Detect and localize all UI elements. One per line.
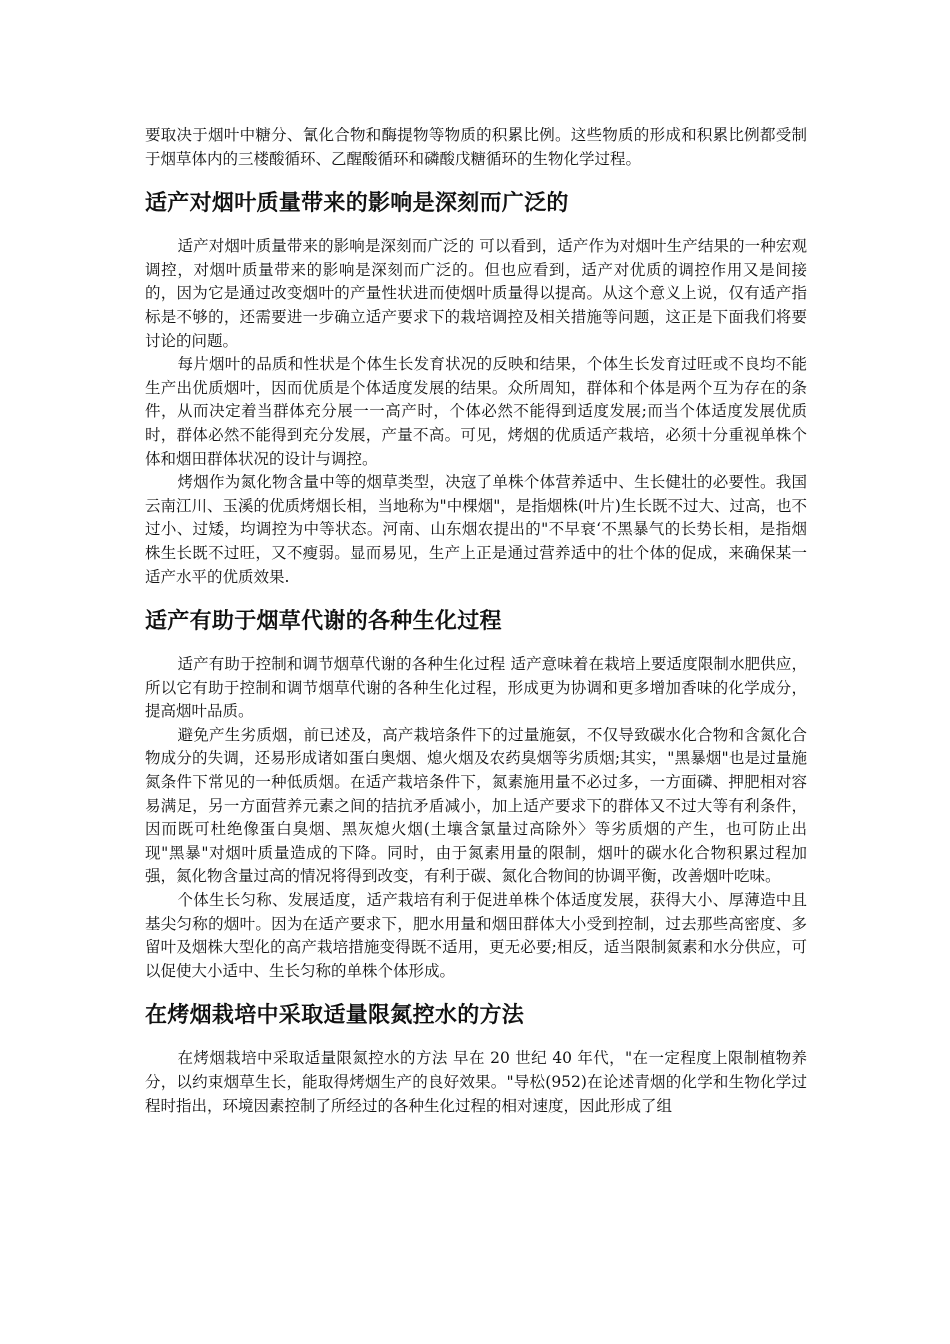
section-1-paragraph-3: 烤烟作为氮化物含量中等的烟草类型，决寇了单株个体营养适中、生长健壮的必要性。我国云南江川、玉溪的优质烤烟长相，当地称为"中棵烟"，是指烟株(叶片)生长既不过大、过高，也不过小、过矮，均调控为中等状态。河南、山东烟农提出的"不早衰‘不黑暴气的长势长相，是指烟株生长既不过旺，又不瘦弱。显而易见，生产上正是通过营养适中的壮个体的促成，来确保某一适产水平的优质效果. [145,473,807,586]
section-1-paragraph-1: 适产对烟叶质量带来的影响是深刻而广泛的 可以看到，适产作为对烟叶生产结果的一种宏观调控，对烟叶质量带来的影响是深刻而广泛的。但也应看到，适产对优质的调控作用又是间接的，因为它是通过改变烟叶的产量性状进而使烟叶质量得以提高。从这个意义上说，仅有适产指标是不够的，还需要进一步确立适产要求下的栽培调控及相关措施等问题，这正是下面我们将要讨论的问题。 [145,237,807,350]
section-title-3: 在烤烟栽培中采取适量限氮控水的方法 [145,1003,525,1029]
spacer [145,589,807,607]
intro-paragraph: 要取决于烟叶中糖分、氰化合物和酶提物等物质的积累比例。这些物质的形成和积累比例都受制于烟草体内的三楼酸循环、乙醒酸循环和磷酸戊糖循环的生物化学过程。 [145,126,807,168]
section-2-paragraph-1: 适产有助于控制和调节烟草代谢的各种生化过程 适产意味着在栽培上要适度限制水肥供应，所以它有助于控制和调节烟草代谢的各种生化过程，形成更为协调和更多增加香味的化学成分，提高烟叶品质。 [145,655,807,721]
spacer [145,1031,807,1047]
section-2-paragraph-3: 个体生长匀称、发展适度，适产栽培有利于促进单株个体适度发展，获得大小、厚薄造中且基尖匀称的烟叶。因为在适产要求下，肥水用量和烟田群体大小受到控制，过去那些高密度、多留叶及烟株大型化的高产栽培措施变得既不适用，更无必要;相反，适当限制氮素和水分供应，可以促使大小适中、生长匀称的单株个体形成。 [145,891,807,980]
section-3-paragraph-1: 在烤烟栽培中采取适量限氮控水的方法 早在 20 世纪 40 年代，"在一定程度上限制植物养分，以约束烟草生长，能取得烤烟生产的良好效果。"导松(952)在论述青烟的化学和生物化学过程时指出，环境因素控制了所经过的各种生化过程的相对速度，因此形成了组 [145,1049,807,1115]
section-title-2: 适产有助于烟草代谢的各种生化过程 [145,609,502,635]
section-1-paragraph-2: 每片烟叶的品质和性状是个体生长发育状况的反映和结果，个体生长发育过旺或不良均不能生产出优质烟叶，因而优质是个体适度发展的结果。众所周知，群体和个体是两个互为存在的条件，从而决定着当群体充分展一一高产时，个体必然不能得到适度发展;而当个体适度发展优质时，群体必然不能得到充分发展，产量不高。可见，烤烟的优质适产栽培，必须十分重视单株个体和烟田群体状况的设计与调控。 [145,355,807,468]
spacer [145,983,807,1001]
spacer [145,171,807,189]
spacer [145,637,807,653]
section-2-paragraph-2: 避免产生劣质烟，前已述及，高产栽培条件下的过量施氨，不仅导致碳水化合物和含氮化合物成分的失调，还易形成诸如蛋白奥烟、熄火烟及农药臭烟等劣质烟;其实，"黑暴烟"也是过量施氮条件下常见的一种低质烟。在适产栽培条件下，氮素施用量不必过多，一方面磷、押肥相对容易满足，另一方面营养元素之间的拮抗矛盾减小，加上适产要求下的群体又不过大等有利条件，因而既可杜绝像蛋白臭烟、黑灰熄火烟(土壤含氯量过高除外〉等劣质烟的产生，也可防止出现"黑暴"对烟叶质量造成的下降。同时，由于氮素用量的限制，烟叶的碳水化合物积累过程加强，氮化物含量过高的情况将得到改变，有利于碳、氮化合物间的协调平衡，改善烟叶吃味。 [145,725,807,886]
spacer [145,219,807,235]
section-title-1: 适产对烟叶质量带来的影响是深刻而广泛的 [145,191,569,217]
document-page [145,124,807,1118]
